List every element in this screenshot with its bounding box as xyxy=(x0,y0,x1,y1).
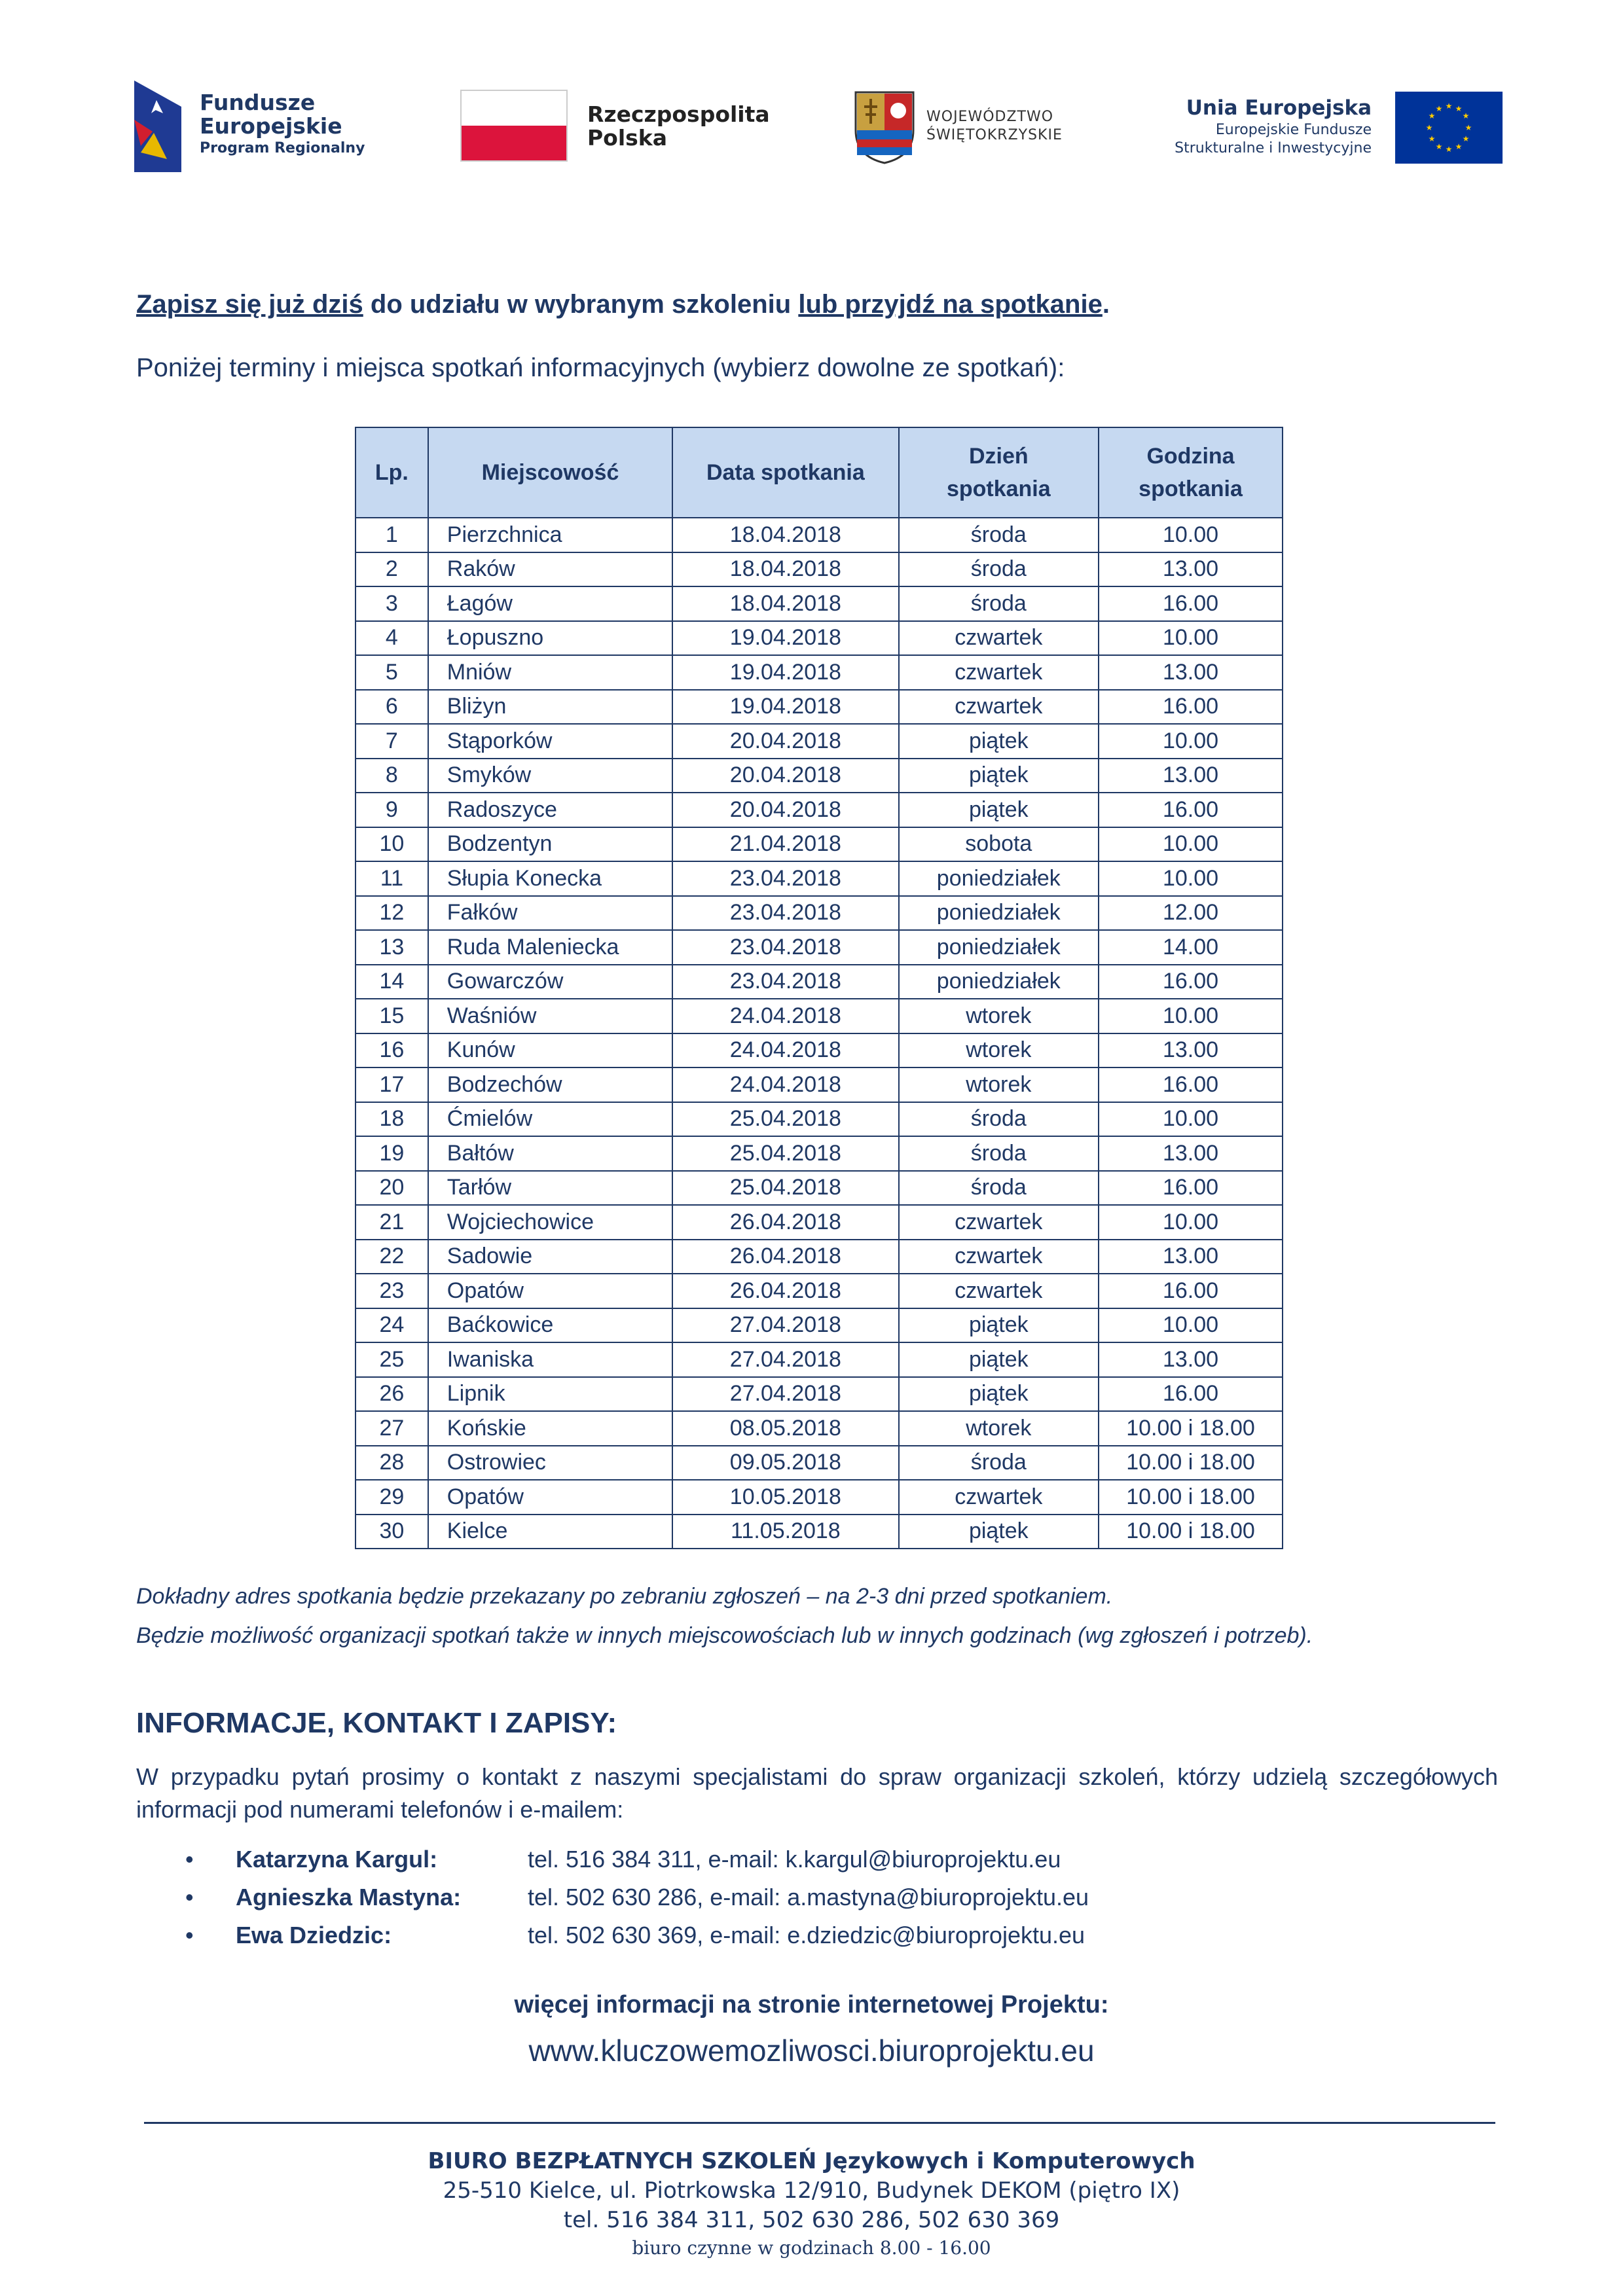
cell-place: Wojciechowice xyxy=(428,1205,672,1240)
eu-flag-icon xyxy=(1395,92,1503,164)
cell-place: Bałtów xyxy=(428,1136,672,1171)
cell-day: piątek xyxy=(899,1342,1099,1377)
cell-lp: 27 xyxy=(356,1411,428,1446)
cell-lp: 13 xyxy=(356,930,428,965)
cell-day: czwartek xyxy=(899,690,1099,725)
cell-date: 27.04.2018 xyxy=(672,1377,898,1412)
note-address: Dokładny adres spotkania będzie przekazany po zebraniu zgłoszeń – na 2-3 dni przed spotkaniem. xyxy=(136,1584,1113,1609)
cell-place: Końskie xyxy=(428,1411,672,1446)
bullet-icon: • xyxy=(185,1846,194,1873)
cell-hour: 13.00 xyxy=(1099,1342,1283,1377)
table-row xyxy=(356,1480,1283,1515)
table-row xyxy=(356,1411,1283,1446)
cell-day: wtorek xyxy=(899,1033,1099,1068)
cell-date: 20.04.2018 xyxy=(672,759,898,793)
cell-date: 23.04.2018 xyxy=(672,861,898,896)
table-row xyxy=(356,518,1283,552)
svg-text:★: ★ xyxy=(1435,104,1443,113)
cell-date: 18.04.2018 xyxy=(672,518,898,552)
intro-mid: do udziału w wybranym szkoleniu xyxy=(363,290,799,319)
header-lp: Lp. xyxy=(356,427,428,518)
table-row xyxy=(356,827,1283,862)
note-other-locations: Będzie możliwość organizacji spotkań także w innych miejscowościach lub w innych godzinach (wg zgłoszeń i potrzeb). xyxy=(136,1623,1313,1648)
table-row xyxy=(356,1033,1283,1068)
cell-lp: 18 xyxy=(356,1102,428,1137)
cell-date: 26.04.2018 xyxy=(672,1240,898,1274)
cell-hour: 10.00 xyxy=(1099,861,1283,896)
svg-text:★: ★ xyxy=(1455,104,1463,113)
cell-lp: 2 xyxy=(356,552,428,587)
fundusze-line3: Program Regionalny xyxy=(200,140,365,156)
rzeczpospolita-logo xyxy=(460,75,801,180)
header-hour: Godzina spotkania xyxy=(1099,427,1283,518)
cell-date: 23.04.2018 xyxy=(672,930,898,965)
contact-name: Ewa Dziedzic: xyxy=(236,1922,392,1948)
table-row xyxy=(356,1515,1283,1549)
cell-date: 09.05.2018 xyxy=(672,1446,898,1480)
header-date: Data spotkania xyxy=(672,427,898,518)
svg-text:★: ★ xyxy=(1428,134,1436,143)
table-row xyxy=(356,1240,1283,1274)
coat-of-arms-icon xyxy=(854,91,915,164)
cell-day: środa xyxy=(899,1446,1099,1480)
bullet-icon: • xyxy=(185,1922,194,1948)
unia-europejska-logo xyxy=(1162,75,1503,180)
cell-lp: 29 xyxy=(356,1480,428,1515)
header-day: Dzień spotkania xyxy=(899,427,1099,518)
contact-info[interactable]: tel. 516 384 311, e-mail: k.kargul@biuroprojektu.eu xyxy=(528,1846,1061,1873)
cell-lp: 21 xyxy=(356,1205,428,1240)
cell-hour: 10.00 xyxy=(1099,827,1283,862)
logo-bar xyxy=(134,75,1503,180)
cell-lp: 6 xyxy=(356,690,428,725)
cell-day: środa xyxy=(899,518,1099,552)
cell-lp: 19 xyxy=(356,1136,428,1171)
cell-place: Słupia Konecka xyxy=(428,861,672,896)
cell-hour: 14.00 xyxy=(1099,930,1283,965)
cell-day: czwartek xyxy=(899,1480,1099,1515)
cell-date: 18.04.2018 xyxy=(672,552,898,587)
cell-date: 25.04.2018 xyxy=(672,1136,898,1171)
svg-text:★: ★ xyxy=(1445,101,1453,111)
cell-date: 18.04.2018 xyxy=(672,586,898,621)
cell-date: 24.04.2018 xyxy=(672,999,898,1033)
table-row xyxy=(356,1342,1283,1377)
cell-lp: 10 xyxy=(356,827,428,862)
cell-place: Smyków xyxy=(428,759,672,793)
table-row xyxy=(356,724,1283,759)
table-row xyxy=(356,896,1283,931)
cell-date: 25.04.2018 xyxy=(672,1102,898,1137)
cell-date: 27.04.2018 xyxy=(672,1308,898,1343)
table-header-row xyxy=(356,427,1283,518)
cell-place: Bodzentyn xyxy=(428,827,672,862)
cell-place: Opatów xyxy=(428,1274,672,1308)
footer-divider xyxy=(144,2122,1495,2124)
contact-info[interactable]: tel. 502 630 369, e-mail: e.dziedzic@biuroprojektu.eu xyxy=(528,1922,1085,1948)
cell-hour: 16.00 xyxy=(1099,690,1283,725)
cell-place: Bliżyn xyxy=(428,690,672,725)
cell-day: wtorek xyxy=(899,1067,1099,1102)
list-item xyxy=(136,1884,1446,1922)
ue-line3: Strukturalne i Inwestycyjne xyxy=(1175,140,1372,156)
table-row xyxy=(356,1205,1283,1240)
cell-lp: 3 xyxy=(356,586,428,621)
cell-lp: 28 xyxy=(356,1446,428,1480)
cell-lp: 26 xyxy=(356,1377,428,1412)
cell-place: Raków xyxy=(428,552,672,587)
table-body xyxy=(356,518,1283,1549)
cell-lp: 30 xyxy=(356,1515,428,1549)
cell-place: Łagów xyxy=(428,586,672,621)
cell-place: Ćmielów xyxy=(428,1102,672,1137)
intro-subline: Poniżej terminy i miejsca spotkań informacyjnych (wybierz dowolne ze spotkań): xyxy=(136,353,1065,382)
cell-place: Opatów xyxy=(428,1480,672,1515)
cell-lp: 11 xyxy=(356,861,428,896)
footer-hours: biuro czynne w godzinach 8.00 - 16.00 xyxy=(632,2237,991,2259)
contact-list xyxy=(136,1846,1446,1960)
table-row xyxy=(356,759,1283,793)
table-row xyxy=(356,1136,1283,1171)
cell-place: Kunów xyxy=(428,1033,672,1068)
rp-line2: Polska xyxy=(587,125,668,151)
rp-line1: Rzeczpospolita xyxy=(587,101,770,127)
cell-hour: 16.00 xyxy=(1099,1274,1283,1308)
table-row xyxy=(356,1102,1283,1137)
cell-date: 27.04.2018 xyxy=(672,1342,898,1377)
cell-lp: 24 xyxy=(356,1308,428,1343)
bullet-icon: • xyxy=(185,1884,194,1910)
cell-date: 20.04.2018 xyxy=(672,793,898,827)
cell-hour: 16.00 xyxy=(1099,1171,1283,1206)
svg-text:★: ★ xyxy=(1445,145,1453,154)
svg-text:★: ★ xyxy=(1462,134,1470,143)
cell-hour: 10.00 i 18.00 xyxy=(1099,1515,1283,1549)
svg-text:★: ★ xyxy=(1425,123,1433,132)
fundusze-line1: Fundusze xyxy=(200,90,316,115)
cell-lp: 9 xyxy=(356,793,428,827)
cell-place: Waśniów xyxy=(428,999,672,1033)
cell-lp: 16 xyxy=(356,1033,428,1068)
cell-date: 26.04.2018 xyxy=(672,1205,898,1240)
table-row xyxy=(356,1067,1283,1102)
svg-text:★: ★ xyxy=(1428,111,1436,120)
cell-date: 08.05.2018 xyxy=(672,1411,898,1446)
cell-hour: 16.00 xyxy=(1099,586,1283,621)
cell-day: piątek xyxy=(899,1308,1099,1343)
svg-text:★: ★ xyxy=(1455,142,1463,151)
cell-lp: 22 xyxy=(356,1240,428,1274)
meetings-table xyxy=(355,427,1283,1549)
fundusze-line2: Europejskie xyxy=(200,113,342,139)
cell-lp: 5 xyxy=(356,655,428,690)
cell-hour: 13.00 xyxy=(1099,552,1283,587)
cell-hour: 10.00 xyxy=(1099,1102,1283,1137)
table-row xyxy=(356,861,1283,896)
cell-lp: 15 xyxy=(356,999,428,1033)
cell-date: 20.04.2018 xyxy=(672,724,898,759)
cell-day: piątek xyxy=(899,793,1099,827)
cell-day: wtorek xyxy=(899,999,1099,1033)
cell-lp: 12 xyxy=(356,896,428,931)
cell-place: Iwaniska xyxy=(428,1342,672,1377)
cell-day: wtorek xyxy=(899,1411,1099,1446)
cell-day: poniedziałek xyxy=(899,896,1099,931)
cell-day: sobota xyxy=(899,827,1099,862)
cell-place: Pierzchnica xyxy=(428,518,672,552)
cell-place: Ostrowiec xyxy=(428,1446,672,1480)
fundusze-europejskie-logo xyxy=(134,75,370,180)
cell-place: Sadowie xyxy=(428,1240,672,1274)
contact-name: Agnieszka Mastyna: xyxy=(236,1884,462,1910)
website-link[interactable]: www.kluczowemozliwosci.biuroprojektu.eu xyxy=(528,2034,1095,2068)
cell-date: 19.04.2018 xyxy=(672,690,898,725)
cell-hour: 16.00 xyxy=(1099,1377,1283,1412)
ue-line2: Europejskie Fundusze xyxy=(1215,122,1372,138)
cell-day: czwartek xyxy=(899,1240,1099,1274)
table-row xyxy=(356,552,1283,587)
table-row xyxy=(356,1377,1283,1412)
cell-day: piątek xyxy=(899,759,1099,793)
cell-hour: 10.00 xyxy=(1099,621,1283,656)
cell-lp: 4 xyxy=(356,621,428,656)
cell-hour: 13.00 xyxy=(1099,759,1283,793)
contact-name: Katarzyna Kargul: xyxy=(236,1846,438,1873)
cell-hour: 12.00 xyxy=(1099,896,1283,931)
intro-come-meeting: lub przyjdź na spotkanie xyxy=(798,290,1103,319)
svg-text:★: ★ xyxy=(1435,142,1443,151)
table-row xyxy=(356,655,1283,690)
footer-office-name: BIURO BEZPŁATNYCH SZKOLEŃ Językowych i Komputerowych xyxy=(428,2148,1195,2174)
list-item xyxy=(136,1846,1446,1884)
cell-hour: 16.00 xyxy=(1099,793,1283,827)
cell-date: 24.04.2018 xyxy=(672,1067,898,1102)
svg-text:★: ★ xyxy=(1465,123,1472,132)
cell-day: poniedziałek xyxy=(899,861,1099,896)
footer-phones: tel. 516 384 311, 502 630 286, 502 630 369 xyxy=(563,2207,1060,2233)
cell-place: Łopuszno xyxy=(428,621,672,656)
cell-lp: 20 xyxy=(356,1171,428,1206)
contact-paragraph: W przypadku pytań prosimy o kontakt z naszymi specjalistami do spraw organizacji szkoleń, którzy udzielą szczegółowych informacji pod numerami telefonów i e-mailem: xyxy=(136,1763,1498,1823)
cell-lp: 14 xyxy=(356,965,428,999)
cell-place: Radoszyce xyxy=(428,793,672,827)
table-row xyxy=(356,930,1283,965)
cell-lp: 7 xyxy=(356,724,428,759)
cell-date: 11.05.2018 xyxy=(672,1515,898,1549)
wojewodztwo-logo xyxy=(854,75,1103,180)
table-row xyxy=(356,690,1283,725)
cell-day: środa xyxy=(899,552,1099,587)
cell-date: 21.04.2018 xyxy=(672,827,898,862)
cell-hour: 10.00 i 18.00 xyxy=(1099,1480,1283,1515)
cell-date: 24.04.2018 xyxy=(672,1033,898,1068)
list-item xyxy=(136,1922,1446,1960)
cell-day: czwartek xyxy=(899,1205,1099,1240)
cell-day: poniedziałek xyxy=(899,965,1099,999)
cell-date: 23.04.2018 xyxy=(672,965,898,999)
table-row xyxy=(356,965,1283,999)
cell-date: 19.04.2018 xyxy=(672,621,898,656)
cell-date: 19.04.2018 xyxy=(672,655,898,690)
cell-day: środa xyxy=(899,1102,1099,1137)
table-row xyxy=(356,1308,1283,1343)
intro-headline xyxy=(136,290,1110,319)
cell-lp: 17 xyxy=(356,1067,428,1102)
header-place: Miejscowość xyxy=(428,427,672,518)
table-row xyxy=(356,586,1283,621)
polish-flag-icon xyxy=(460,90,568,162)
table-row xyxy=(356,1274,1283,1308)
cell-date: 10.05.2018 xyxy=(672,1480,898,1515)
cell-lp: 1 xyxy=(356,518,428,552)
table-row xyxy=(356,999,1283,1033)
cell-place: Kielce xyxy=(428,1515,672,1549)
intro-end: . xyxy=(1102,290,1110,319)
cell-hour: 13.00 xyxy=(1099,1136,1283,1171)
intro-signup-now: Zapisz się już dziś xyxy=(136,290,363,319)
cell-date: 23.04.2018 xyxy=(672,896,898,931)
table-row xyxy=(356,793,1283,827)
cell-hour: 13.00 xyxy=(1099,655,1283,690)
cell-hour: 10.00 i 18.00 xyxy=(1099,1446,1283,1480)
cell-lp: 23 xyxy=(356,1274,428,1308)
cell-hour: 16.00 xyxy=(1099,965,1283,999)
cell-lp: 8 xyxy=(356,759,428,793)
woj-line2: ŚWIĘTOKRZYSKIE xyxy=(926,127,1063,143)
cell-place: Mniów xyxy=(428,655,672,690)
table-row xyxy=(356,1171,1283,1206)
cell-place: Tarłów xyxy=(428,1171,672,1206)
cell-day: piątek xyxy=(899,1377,1099,1412)
cell-hour: 10.00 xyxy=(1099,724,1283,759)
cell-day: środa xyxy=(899,586,1099,621)
cell-day: czwartek xyxy=(899,1274,1099,1308)
cell-hour: 10.00 xyxy=(1099,518,1283,552)
cell-place: Bodzechów xyxy=(428,1067,672,1102)
cell-place: Fałków xyxy=(428,896,672,931)
cell-hour: 10.00 xyxy=(1099,1308,1283,1343)
contact-heading: INFORMACJE, KONTAKT I ZAPISY: xyxy=(136,1707,617,1739)
fundusze-europejskie-mark-icon xyxy=(134,81,181,172)
cell-date: 25.04.2018 xyxy=(672,1171,898,1206)
cell-place: Stąporków xyxy=(428,724,672,759)
cell-place: Gowarczów xyxy=(428,965,672,999)
cell-day: piątek xyxy=(899,724,1099,759)
contact-info[interactable]: tel. 502 630 286, e-mail: a.mastyna@biuroprojektu.eu xyxy=(528,1884,1089,1910)
cell-day: poniedziałek xyxy=(899,930,1099,965)
woj-line1: WOJEWÓDZTWO xyxy=(926,109,1054,125)
svg-text:★: ★ xyxy=(1462,111,1470,120)
cell-day: czwartek xyxy=(899,655,1099,690)
table-row xyxy=(356,621,1283,656)
cell-place: Baćkowice xyxy=(428,1308,672,1343)
cell-place: Lipnik xyxy=(428,1377,672,1412)
cell-hour: 13.00 xyxy=(1099,1240,1283,1274)
cell-hour: 10.00 xyxy=(1099,999,1283,1033)
cell-hour: 10.00 xyxy=(1099,1205,1283,1240)
cell-date: 26.04.2018 xyxy=(672,1274,898,1308)
cell-day: piątek xyxy=(899,1515,1099,1549)
cell-place: Ruda Maleniecka xyxy=(428,930,672,965)
cell-hour: 13.00 xyxy=(1099,1033,1283,1068)
table-row xyxy=(356,1446,1283,1480)
cell-day: środa xyxy=(899,1171,1099,1206)
cell-lp: 25 xyxy=(356,1342,428,1377)
ue-line1: Unia Europejska xyxy=(1186,96,1372,120)
cell-hour: 10.00 i 18.00 xyxy=(1099,1411,1283,1446)
more-info-label: więcej informacji na stronie internetowej Projektu: xyxy=(514,1991,1109,2018)
cell-day: czwartek xyxy=(899,621,1099,656)
footer-address: 25-510 Kielce, ul. Piotrkowska 12/910, Budynek DEKOM (piętro IX) xyxy=(443,2178,1180,2204)
cell-hour: 16.00 xyxy=(1099,1067,1283,1102)
cell-day: środa xyxy=(899,1136,1099,1171)
